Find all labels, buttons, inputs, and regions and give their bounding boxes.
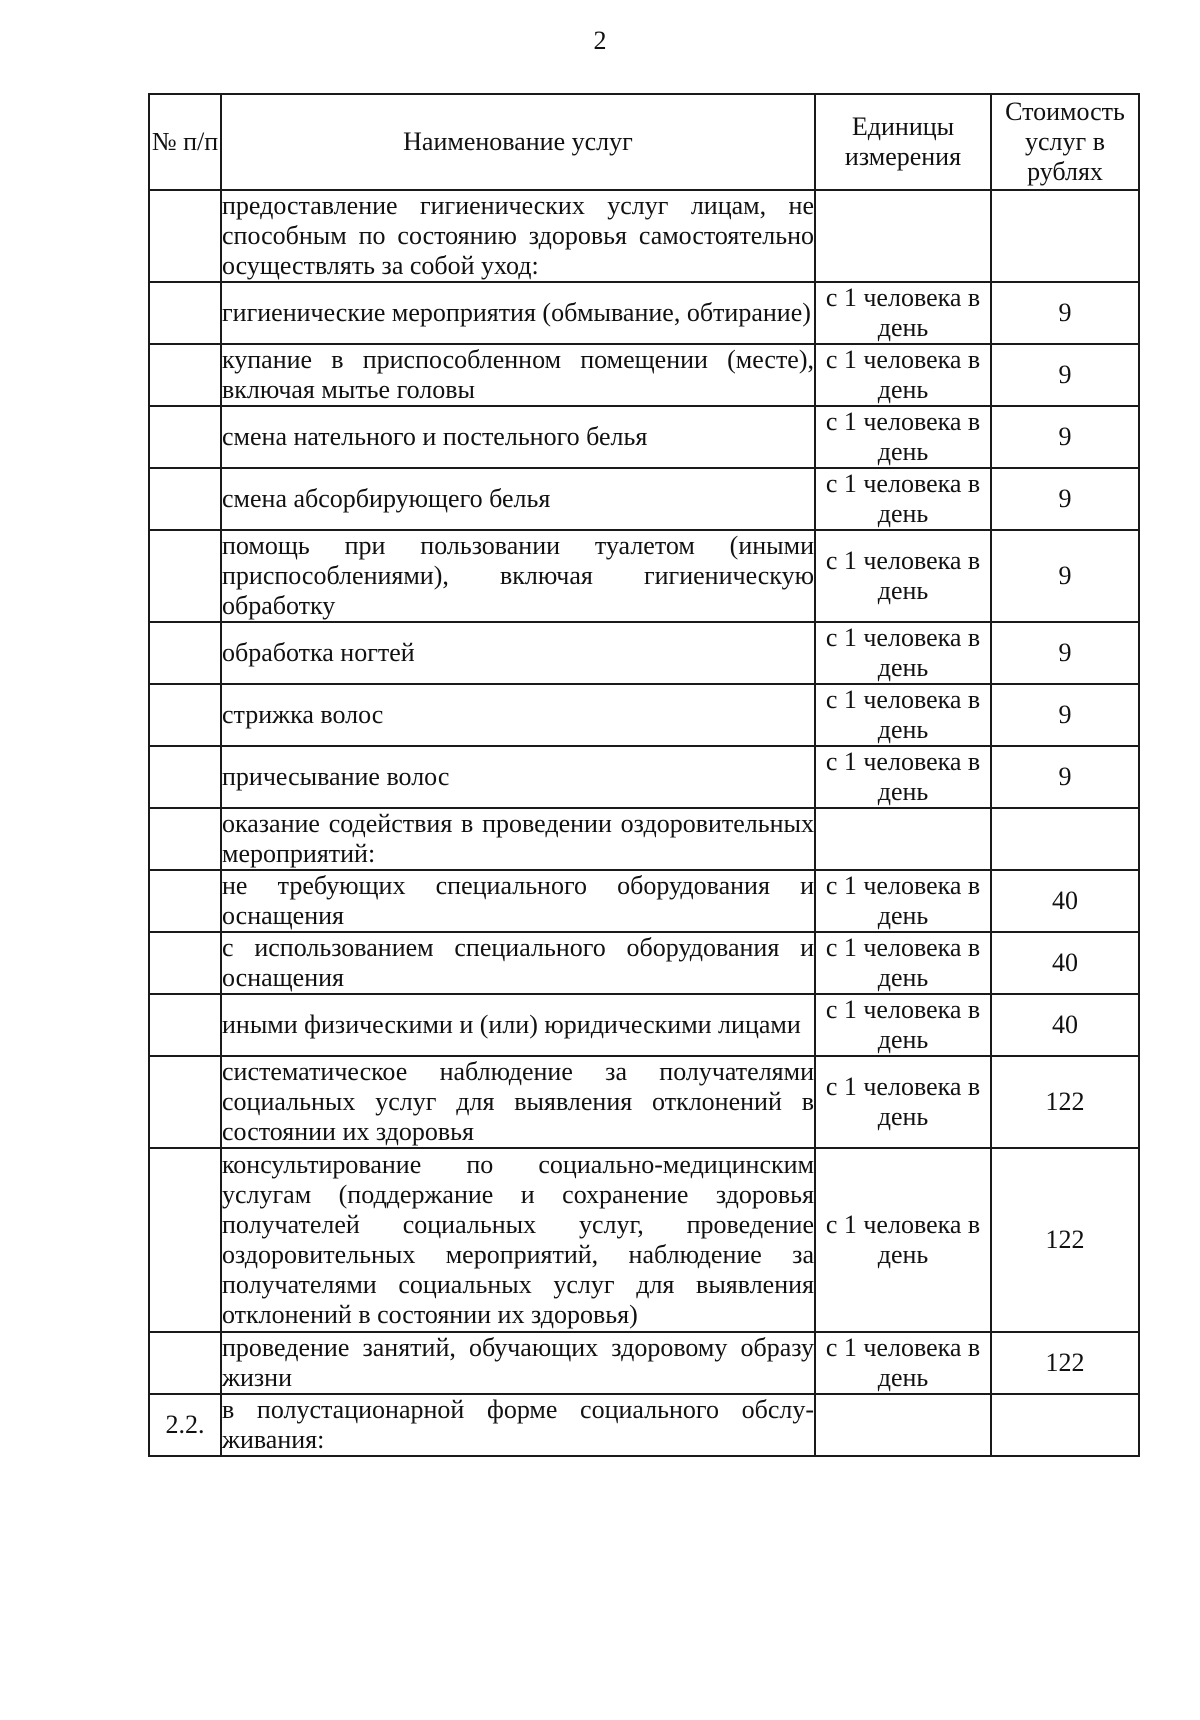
service-name-cell: предоставление гигиенических услуг лицам, не способным по состоянию здоровья самостоятельно осуществлять за собой уход:	[222, 191, 814, 280]
row-number-cell	[149, 468, 221, 530]
unit-cell: с 1 человека в день	[815, 282, 991, 344]
table-header-row	[149, 94, 1139, 190]
table-body	[149, 190, 1139, 1456]
unit-cell: с 1 человека в день	[815, 622, 991, 684]
table-row	[149, 406, 1139, 468]
service-name-cell: с использованием специального оборудования и оснащения	[222, 933, 814, 992]
service-name-cell: иными физическими и (или) юридическими лицами	[221, 994, 815, 1056]
unit-cell: с 1 человека в день	[815, 994, 991, 1056]
row-number-cell	[149, 530, 221, 622]
unit-cell: с 1 человека в день	[815, 932, 991, 994]
header-price: Стоимость услуг в рублях	[991, 94, 1139, 190]
header-number: № п/п	[149, 94, 221, 190]
row-number-cell	[149, 1056, 221, 1148]
price-cell: 40	[991, 932, 1139, 994]
row-number-cell	[149, 746, 221, 808]
table-row	[149, 1332, 1139, 1394]
price-cell: 122	[991, 1148, 1139, 1332]
unit-cell: с 1 человека в день	[815, 406, 991, 468]
unit-cell: с 1 человека в день	[815, 1332, 991, 1394]
price-cell: 40	[991, 994, 1139, 1056]
unit-cell: с 1 человека в день	[815, 1056, 991, 1148]
price-cell: 40	[991, 870, 1139, 932]
service-name-cell: гигиенические мероприятия (обмывание, обтирание)	[221, 282, 815, 344]
row-number-cell	[149, 1148, 221, 1332]
price-cell: 122	[991, 1332, 1139, 1394]
price-cell: 9	[991, 530, 1139, 622]
price-cell	[991, 190, 1139, 282]
table-row	[149, 190, 1139, 282]
table-row	[149, 622, 1139, 684]
row-number-cell	[149, 808, 221, 870]
row-number-cell	[149, 1332, 221, 1394]
price-cell: 9	[991, 746, 1139, 808]
row-number-cell: 2.2.	[149, 1394, 221, 1456]
table-row	[149, 1148, 1139, 1332]
row-number-cell	[149, 684, 221, 746]
row-number-cell	[149, 622, 221, 684]
service-name-cell: систематическое наблюдение за получателями социальных услуг для выявления отклонений в состоянии их здоровья	[222, 1057, 814, 1146]
row-number-cell	[149, 406, 221, 468]
row-number-cell	[149, 282, 221, 344]
row-number-cell	[149, 870, 221, 932]
table-row	[149, 932, 1139, 994]
service-name-cell: стрижка волос	[221, 684, 815, 746]
header-unit: Единицы измерения	[815, 94, 991, 190]
service-name-cell: проведение занятий, обучающих здоровому образу жизни	[222, 1333, 814, 1392]
service-name-cell: в полустационарной форме социального обслуживания:	[222, 1395, 814, 1454]
unit-cell: с 1 человека в день	[815, 468, 991, 530]
service-name-cell: купание в приспособленном помещении (месте), включая мытье головы	[222, 345, 814, 404]
table-row	[149, 746, 1139, 808]
unit-cell	[815, 1394, 991, 1456]
unit-cell: с 1 человека в день	[815, 870, 991, 932]
price-cell: 9	[991, 468, 1139, 530]
table-row	[149, 530, 1139, 622]
unit-cell	[815, 190, 991, 282]
row-number-cell	[149, 344, 221, 406]
services-price-table	[148, 93, 1140, 1457]
price-cell	[991, 1394, 1139, 1456]
table-row	[149, 344, 1139, 406]
table-row	[149, 282, 1139, 344]
price-cell: 9	[991, 282, 1139, 344]
page-number: 2	[593, 26, 607, 55]
service-name-cell: обработка ногтей	[221, 622, 815, 684]
row-number-cell	[149, 994, 221, 1056]
table-row	[149, 684, 1139, 746]
service-name-cell: смена нательного и постельного белья	[221, 406, 815, 468]
table-row	[149, 808, 1139, 870]
unit-cell: с 1 человека в день	[815, 530, 991, 622]
table-row	[149, 994, 1139, 1056]
price-cell: 122	[991, 1056, 1139, 1148]
unit-cell: с 1 человека в день	[815, 344, 991, 406]
service-name-cell: смена абсорбирующего белья	[221, 468, 815, 530]
price-cell: 9	[991, 406, 1139, 468]
price-cell: 9	[991, 344, 1139, 406]
table-row	[149, 1056, 1139, 1148]
unit-cell: с 1 человека в день	[815, 1148, 991, 1332]
price-cell: 9	[991, 684, 1139, 746]
service-name-cell: причесывание волос	[221, 746, 815, 808]
row-number-cell	[149, 932, 221, 994]
service-name-cell: консультирование по социально-медицинским услугам (поддержание и сохранение здоровья получателей социальных услуг, проведение оздоровительных мероприятий, наблюдение за получателями социальных услуг для выявления отклонений в состоянии их здоровья)	[221, 1148, 815, 1332]
service-name-cell: не требующих специального оборудования и оснащения	[222, 871, 814, 930]
unit-cell: с 1 человека в день	[815, 684, 991, 746]
unit-cell: с 1 человека в день	[815, 746, 991, 808]
service-name-cell: помощь при пользовании туалетом (иными приспособлениями), включая гигиеническую обработку	[222, 531, 814, 620]
table-row	[149, 1394, 1139, 1456]
price-cell: 9	[991, 622, 1139, 684]
table-row	[149, 870, 1139, 932]
header-service-name: Наименование услуг	[221, 94, 815, 190]
table-row	[149, 468, 1139, 530]
unit-cell	[815, 808, 991, 870]
price-cell	[991, 808, 1139, 870]
service-name-cell: оказание содействия в проведении оздоровительных мероприятий:	[222, 809, 814, 868]
row-number-cell	[149, 190, 221, 282]
